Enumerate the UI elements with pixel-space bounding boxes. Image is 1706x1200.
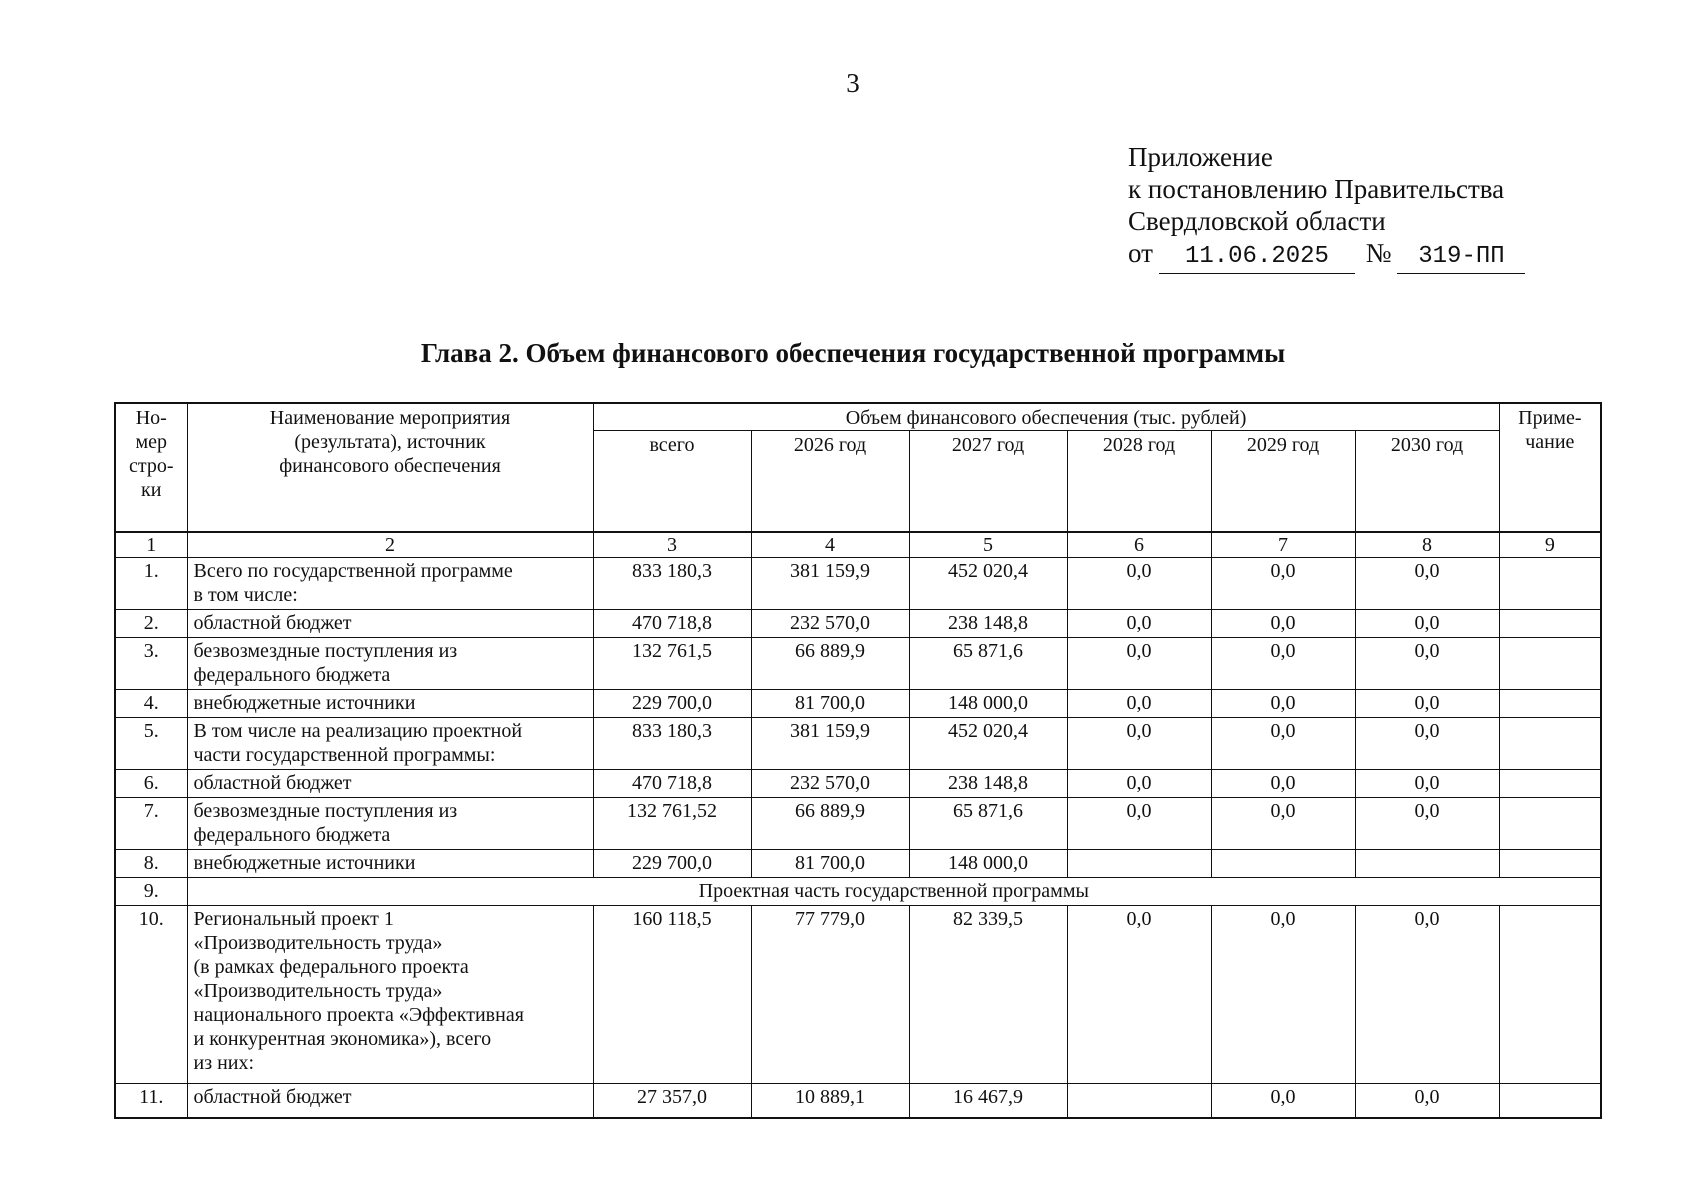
value-cell-y2028 <box>1067 850 1211 878</box>
item-name-cell: внебюджетные источники <box>187 850 593 878</box>
table-row <box>115 850 1601 878</box>
document-number: 319-ПП <box>1397 241 1525 274</box>
value-cell-total: 470 718,8 <box>593 610 751 638</box>
header-2030: 2030 год <box>1355 431 1499 533</box>
value-cell-y2029: 0,0 <box>1211 690 1355 718</box>
row-number-cell: 3. <box>115 638 187 690</box>
value-cell-y2027: 148 000,0 <box>909 850 1067 878</box>
note-cell <box>1499 850 1601 878</box>
header-2029: 2029 год <box>1211 431 1355 533</box>
value-cell-y2027: 65 871,6 <box>909 638 1067 690</box>
table-row <box>115 798 1601 850</box>
value-cell-y2026: 381 159,9 <box>751 558 909 610</box>
value-cell-y2029: 0,0 <box>1211 1084 1355 1119</box>
value-cell-total: 470 718,8 <box>593 770 751 798</box>
header-2026: 2026 год <box>751 431 909 533</box>
header-2028: 2028 год <box>1067 431 1211 533</box>
value-cell-total: 27 357,0 <box>593 1084 751 1119</box>
note-cell <box>1499 1084 1601 1119</box>
row-number-cell: 6. <box>115 770 187 798</box>
note-cell <box>1499 906 1601 1084</box>
value-cell-total: 229 700,0 <box>593 850 751 878</box>
value-cell-y2028: 0,0 <box>1067 558 1211 610</box>
value-cell-y2027: 238 148,8 <box>909 770 1067 798</box>
table-body <box>115 532 1601 1118</box>
value-cell-y2026: 81 700,0 <box>751 850 909 878</box>
document-date: 11.06.2025 <box>1159 241 1355 274</box>
item-name-cell: В том числе на реализацию проектной части государственной программы: <box>187 718 593 770</box>
value-cell-y2030 <box>1355 850 1499 878</box>
appendix-block <box>1128 141 1525 274</box>
item-name-cell: безвозмездные поступления из федерального бюджета <box>187 638 593 690</box>
column-index: 1 <box>115 532 187 558</box>
value-cell-total: 833 180,3 <box>593 718 751 770</box>
value-cell-y2030: 0,0 <box>1355 718 1499 770</box>
table-row <box>115 770 1601 798</box>
row-number-cell: 9. <box>115 878 187 906</box>
value-cell-y2027: 82 339,5 <box>909 906 1067 1084</box>
row-number-cell: 2. <box>115 610 187 638</box>
header-name-text: Наименование мероприятия (результата), источник финансового обеспечения <box>269 407 511 477</box>
value-cell-y2027: 452 020,4 <box>909 718 1067 770</box>
value-cell-y2029: 0,0 <box>1211 610 1355 638</box>
value-cell-y2027: 148 000,0 <box>909 690 1067 718</box>
value-cell-y2028 <box>1067 1084 1211 1119</box>
column-index: 2 <box>187 532 593 558</box>
funding-table <box>114 402 1602 1119</box>
value-cell-y2030: 0,0 <box>1355 638 1499 690</box>
column-index-row <box>115 532 1601 558</box>
note-cell <box>1499 798 1601 850</box>
value-cell-y2030: 0,0 <box>1355 558 1499 610</box>
row-number-cell: 8. <box>115 850 187 878</box>
item-name-cell: областной бюджет <box>187 610 593 638</box>
value-cell-y2030: 0,0 <box>1355 770 1499 798</box>
value-cell-y2029: 0,0 <box>1211 558 1355 610</box>
value-cell-y2028: 0,0 <box>1067 906 1211 1084</box>
row-number-cell: 11. <box>115 1084 187 1119</box>
value-cell-y2026: 66 889,9 <box>751 638 909 690</box>
table-row <box>115 718 1601 770</box>
row-number-cell: 10. <box>115 906 187 1084</box>
header-note <box>1499 403 1601 532</box>
appendix-date-line <box>1128 237 1525 274</box>
table-row <box>115 878 1601 906</box>
appendix-line-3: Свердловской области <box>1128 206 1386 236</box>
value-cell-y2026: 232 570,0 <box>751 610 909 638</box>
item-name-cell: областной бюджет <box>187 770 593 798</box>
value-cell-total: 132 761,5 <box>593 638 751 690</box>
table-row <box>115 638 1601 690</box>
value-cell-total: 132 761,52 <box>593 798 751 850</box>
header-funding-group: Объем финансового обеспечения (тыс. рублей) <box>593 403 1499 431</box>
item-name-cell: Всего по государственной программе в том числе: <box>187 558 593 610</box>
column-index: 6 <box>1067 532 1211 558</box>
table-row <box>115 906 1601 1084</box>
chapter-title: Глава 2. Объем финансового обеспечения государственной программы <box>420 338 1286 368</box>
header-name <box>187 403 593 532</box>
appendix-line-2: к постановлению Правительства <box>1128 174 1505 204</box>
value-cell-y2026: 10 889,1 <box>751 1084 909 1119</box>
value-cell-y2030: 0,0 <box>1355 690 1499 718</box>
column-index: 8 <box>1355 532 1499 558</box>
header-2027: 2027 год <box>909 431 1067 533</box>
value-cell-y2030: 0,0 <box>1355 1084 1499 1119</box>
appendix-line-1: Приложение <box>1128 142 1273 172</box>
note-cell <box>1499 558 1601 610</box>
value-cell-y2027: 238 148,8 <box>909 610 1067 638</box>
value-cell-y2029: 0,0 <box>1211 906 1355 1084</box>
table-row <box>115 558 1601 610</box>
value-cell-total: 229 700,0 <box>593 690 751 718</box>
value-cell-y2029: 0,0 <box>1211 798 1355 850</box>
header-note-text: Приме- чание <box>1518 407 1582 453</box>
value-cell-y2026: 77 779,0 <box>751 906 909 1084</box>
value-cell-total: 833 180,3 <box>593 558 751 610</box>
page-number: 3 <box>846 68 860 98</box>
value-cell-y2026: 81 700,0 <box>751 690 909 718</box>
row-number-cell: 1. <box>115 558 187 610</box>
value-cell-y2029: 0,0 <box>1211 770 1355 798</box>
date-prefix: от <box>1128 238 1153 268</box>
header-total: всего <box>593 431 751 533</box>
value-cell-y2029: 0,0 <box>1211 718 1355 770</box>
item-name-cell: внебюджетные источники <box>187 690 593 718</box>
value-cell-y2027: 16 467,9 <box>909 1084 1067 1119</box>
number-prefix: № <box>1365 238 1392 268</box>
table-row <box>115 1084 1601 1119</box>
row-number-cell: 4. <box>115 690 187 718</box>
item-name-cell: областной бюджет <box>187 1084 593 1119</box>
value-cell-y2030: 0,0 <box>1355 906 1499 1084</box>
value-cell-y2026: 232 570,0 <box>751 770 909 798</box>
value-cell-y2028: 0,0 <box>1067 610 1211 638</box>
header-row-number <box>115 403 187 532</box>
item-name-cell: безвозмездные поступления из федерального бюджета <box>187 798 593 850</box>
value-cell-y2028: 0,0 <box>1067 798 1211 850</box>
value-cell-y2030: 0,0 <box>1355 610 1499 638</box>
column-index: 4 <box>751 532 909 558</box>
value-cell-y2029 <box>1211 850 1355 878</box>
section-heading-cell: Проектная часть государственной программы <box>187 878 1601 906</box>
value-cell-y2028: 0,0 <box>1067 770 1211 798</box>
table-row <box>115 690 1601 718</box>
note-cell <box>1499 690 1601 718</box>
value-cell-y2027: 65 871,6 <box>909 798 1067 850</box>
column-index: 7 <box>1211 532 1355 558</box>
header-row-number-text: Но- мер стро- ки <box>128 407 174 501</box>
value-cell-y2026: 66 889,9 <box>751 798 909 850</box>
row-number-cell: 7. <box>115 798 187 850</box>
value-cell-y2026: 381 159,9 <box>751 718 909 770</box>
value-cell-y2028: 0,0 <box>1067 690 1211 718</box>
note-cell <box>1499 770 1601 798</box>
value-cell-y2029: 0,0 <box>1211 638 1355 690</box>
value-cell-y2027: 452 020,4 <box>909 558 1067 610</box>
value-cell-y2028: 0,0 <box>1067 718 1211 770</box>
row-number-cell: 5. <box>115 718 187 770</box>
value-cell-y2028: 0,0 <box>1067 638 1211 690</box>
item-name-cell: Региональный проект 1 «Производительность труда» (в рамках федерального проекта «Производительность труда» национального проекта «Эффективная и конкурентная экономика»), всего из них: <box>187 906 593 1084</box>
column-index: 9 <box>1499 532 1601 558</box>
column-index: 5 <box>909 532 1067 558</box>
column-index: 3 <box>593 532 751 558</box>
value-cell-total: 160 118,5 <box>593 906 751 1084</box>
note-cell <box>1499 610 1601 638</box>
value-cell-y2030: 0,0 <box>1355 798 1499 850</box>
note-cell <box>1499 718 1601 770</box>
note-cell <box>1499 638 1601 690</box>
table-row <box>115 610 1601 638</box>
